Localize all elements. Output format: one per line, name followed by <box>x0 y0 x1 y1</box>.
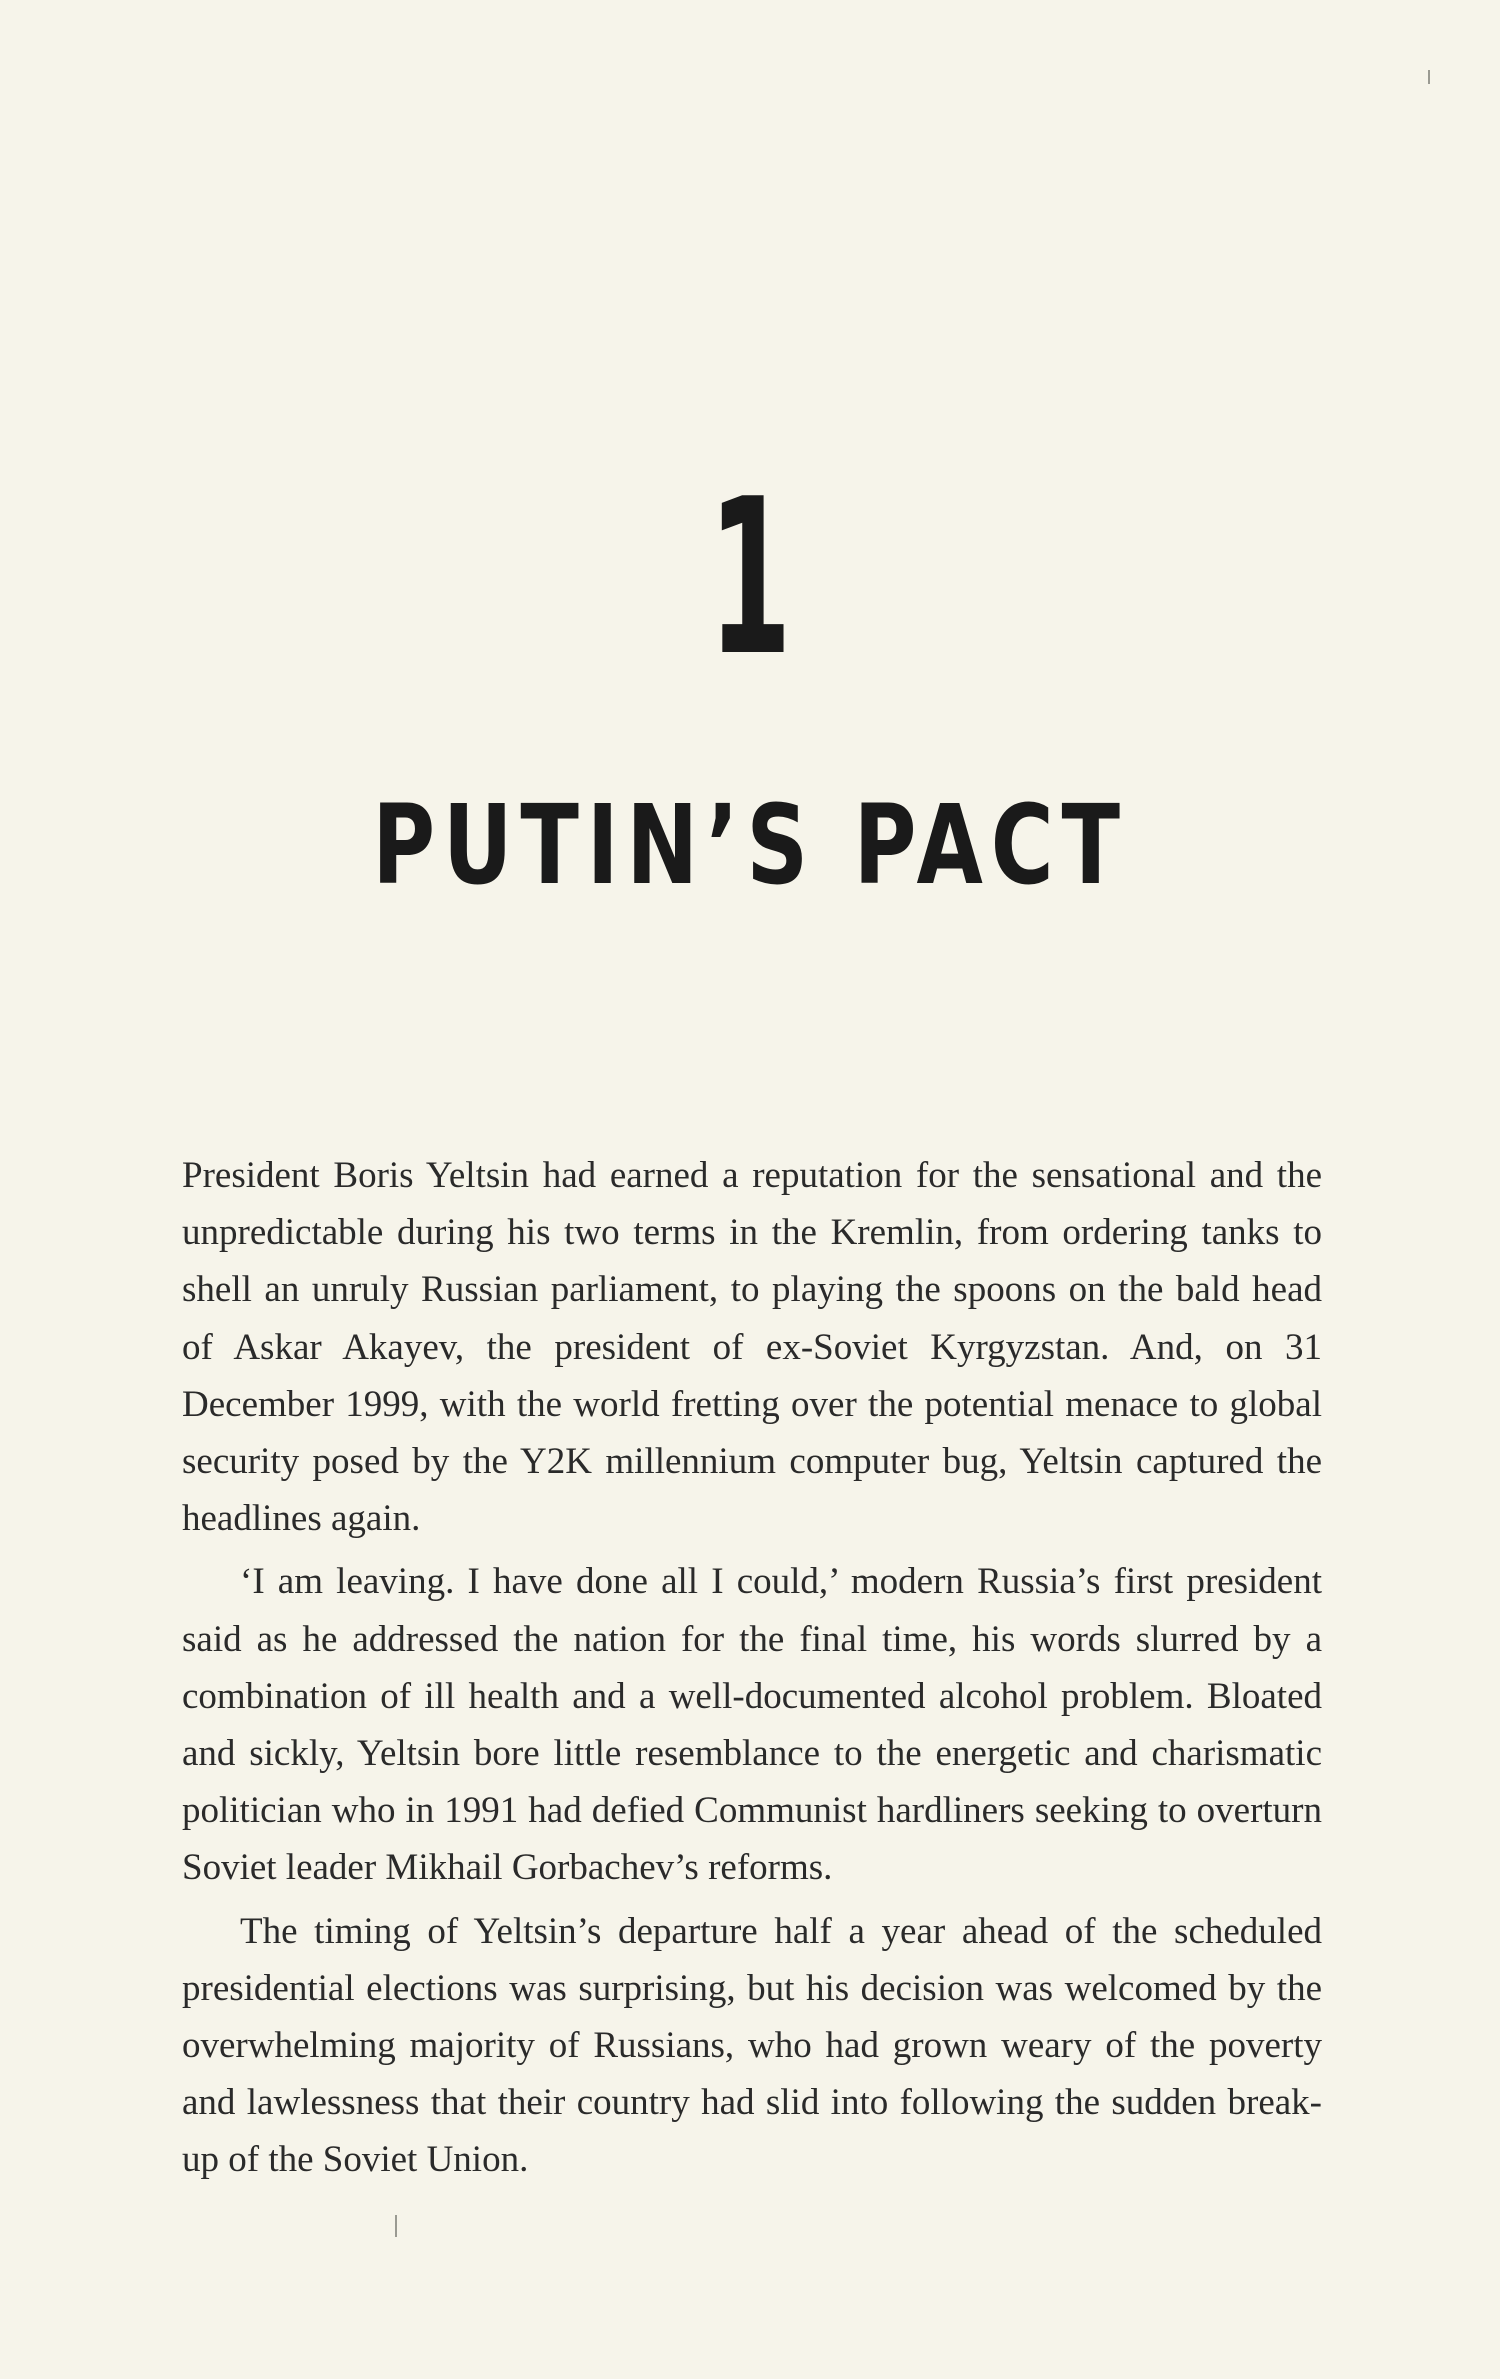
scan-speck <box>395 2215 397 2237</box>
paragraph: The timing of Yeltsin’s departure half a year ahead of the scheduled presidential elections was surprising, but his decision was welcomed by the overwhelming majority of Russians, who had grown weary of the poverty and lawlessness that their country had slid into following the sudden break-up of the Soviet Union. <box>182 1910 1322 2181</box>
chapter-title: PUTIN’S PACT <box>372 781 1128 909</box>
paragraph: President Boris Yeltsin had earned a reputation for the sensational and the unpredictable during his two terms in the Kremlin, from ordering tanks to shell an unruly Russian parliament, to playing the spoons on the bald head of Askar Akayev, the president of ex-Soviet Kyrgyzstan. And, on 31 December 1999, with the world fretting over the potential menace to global security posed by the Y2K millennium computer bug, Yeltsin captured the headlines again. <box>182 1155 1322 1540</box>
paragraph: ‘I am leaving. I have done all I could,’ modern Russia’s first president said as he addressed the nation for the final time, his words slurred by a combination of ill health and a well-documented alcohol problem. Bloated and sickly, Yeltsin bore little resemblance to the energetic and charismatic politician who in 1991 had defied Communist hardliners seeking to overturn Soviet leader Mikhail Gorbachev’s reforms. <box>182 1561 1322 1889</box>
scan-speck <box>1428 70 1430 84</box>
chapter-number: 1 <box>708 452 792 703</box>
chapter-body <box>182 1147 1322 2189</box>
